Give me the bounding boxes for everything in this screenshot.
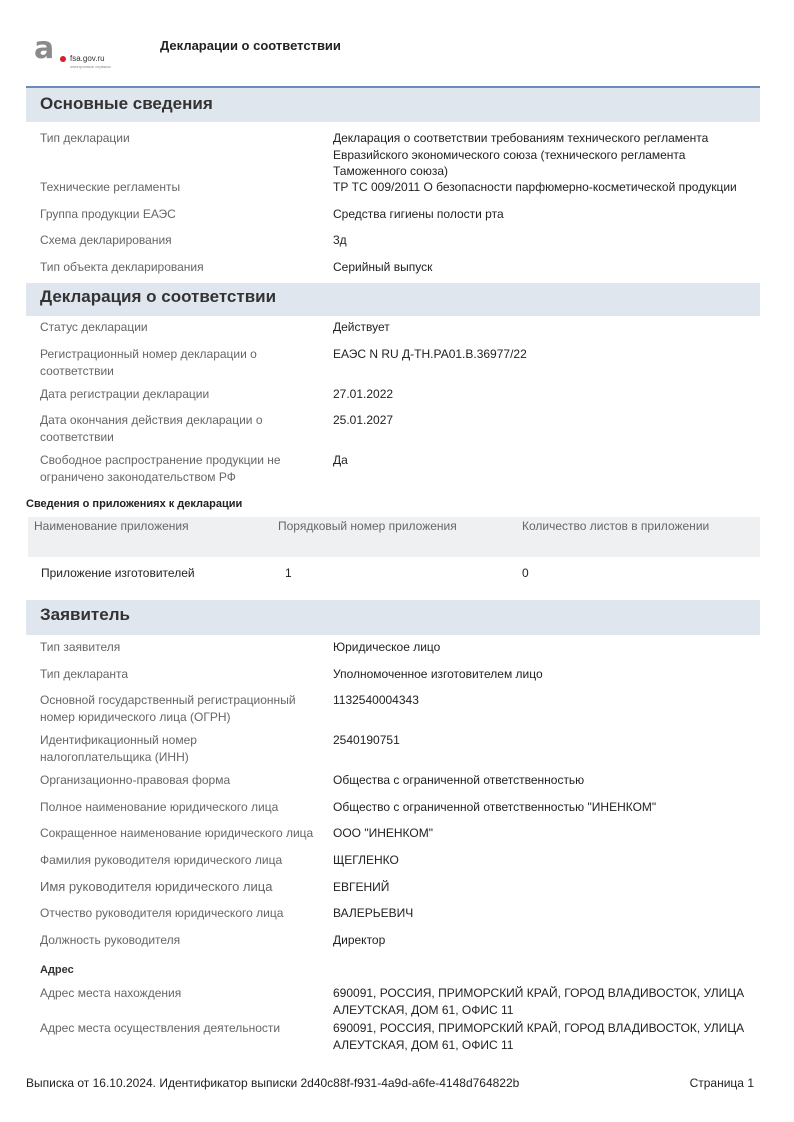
row-value: ЕАЭС N RU Д-TH.РА01.В.36977/22 (333, 347, 527, 361)
row-value: Действует (333, 320, 390, 334)
logo-dot-icon (60, 56, 66, 62)
row-label: Дата регистрации декларации (40, 387, 210, 401)
table-row (28, 566, 760, 584)
row-value: Общества с ограниченной ответственностью (333, 773, 585, 787)
page-title: Декларации о соответствии (160, 38, 341, 53)
row-value: 690091, РОССИЯ, ПРИМОРСКИЙ КРАЙ, ГОРОД ВЛАДИВОСТОК, УЛИЦА АЛЕУТСКАЯ, ДОМ 61, ОФИС 11 (333, 1021, 745, 1052)
row-label: Полное наименование юридического лица (40, 800, 279, 814)
logo-letter: а (34, 31, 55, 66)
row-value: ВАЛЕРЬЕВИЧ (333, 906, 414, 920)
column-header: Количество листов в приложении (522, 519, 710, 533)
row-value: ЩЕГЛЕНКО (333, 853, 399, 867)
row-label: Тип декларации (40, 131, 130, 145)
section-applicant-title: Заявитель (40, 605, 130, 624)
row-value: 27.01.2022 (333, 387, 394, 401)
attachments-title: Сведения о приложениях к декларации (26, 498, 243, 510)
row-value: Директор (333, 933, 386, 947)
row-label: Тип заявителя (40, 640, 121, 654)
extract-info: Выписка от 16.10.2024. Идентификатор выписки 2d40c88f-f931-4a9d-a6fe-4148d764822b (26, 1076, 520, 1090)
column-header: Порядковый номер приложения (278, 519, 457, 533)
row-label: Адрес места осуществления деятельности (40, 1021, 281, 1035)
attachment-number: 1 (285, 566, 292, 580)
row-value: Уполномоченное изготовителем лицо (333, 667, 543, 681)
row-label: Технические регламенты (40, 180, 181, 194)
row-label: Идентификационный номер налогоплательщика (ИНН) (40, 733, 197, 764)
row-label: Адрес места нахождения (40, 986, 182, 1000)
row-label: Дата окончания действия декларации о соответствии (40, 413, 263, 444)
row-value: 2540190751 (333, 733, 400, 747)
row-value: Да (333, 453, 348, 467)
row-label: Свободное распространение продукции не ограничено законодательством РФ (40, 453, 281, 484)
row-label: Группа продукции ЕАЭС (40, 207, 176, 221)
row-value: 25.01.2027 (333, 413, 394, 427)
row-label: Должность руководителя (40, 933, 181, 947)
section-basic-title: Основные сведения (40, 94, 213, 113)
row-label: Отчество руководителя юридического лица (40, 906, 284, 920)
logo-subtitle: электронные сервисы (70, 64, 111, 69)
attachment-sheets: 0 (522, 566, 529, 580)
row-label: Схема декларирования (40, 233, 172, 247)
logo-site: fsa.gov.ru (70, 54, 105, 63)
row-label: Сокращенное наименование юридического лица (40, 826, 314, 840)
attachment-name: Приложение изготовителей (41, 566, 195, 580)
page-number: Страница 1 (689, 1076, 754, 1090)
attachments-table-header (28, 517, 760, 557)
section-declaration-header (26, 283, 760, 316)
column-header: Наименование приложения (34, 519, 189, 533)
row-label: Фамилия руководителя юридического лица (40, 853, 283, 867)
row-label: Организационно-правовая форма (40, 773, 231, 787)
row-label: Основной государственный регистрационный номер юридического лица (ОГРН) (40, 693, 296, 724)
row-value: ООО "ИНЕНКОМ" (333, 826, 434, 840)
row-value: 690091, РОССИЯ, ПРИМОРСКИЙ КРАЙ, ГОРОД ВЛАДИВОСТОК, УЛИЦА АЛЕУТСКАЯ, ДОМ 61, ОФИС 11 (333, 986, 745, 1017)
row-value: ЕВГЕНИЙ (333, 880, 390, 894)
row-value: Серийный выпуск (333, 260, 433, 274)
section-basic-header (26, 86, 760, 122)
row-label: Тип декларанта (40, 667, 129, 681)
row-value: 1132540004343 (333, 693, 419, 707)
row-label: Тип объекта декларирования (40, 260, 204, 274)
page-header (0, 0, 794, 80)
row-value: Декларация о соответствии требованиям технического регламента Евразийского экономического союза (технического регламента Таможенного союза) (333, 131, 709, 178)
section-declaration-title: Декларация о соответствии (40, 287, 277, 306)
row-value: ТР ТС 009/2011 О безопасности парфюмерно-косметической продукции (333, 180, 737, 194)
row-value: 3д (333, 233, 347, 247)
row-value: Средства гигиены полости рта (333, 207, 504, 221)
row-label: Статус декларации (40, 320, 148, 334)
fsa-logo[interactable] (34, 31, 134, 74)
address-title: Адрес (40, 964, 74, 976)
section-applicant-header (26, 600, 760, 635)
row-value: Юридическое лицо (333, 640, 441, 654)
row-label: Имя руководителя юридического лица (40, 879, 273, 894)
row-label: Регистрационный номер декларации о соответствии (40, 347, 257, 378)
row-value: Общество с ограниченной ответственностью "ИНЕНКОМ" (333, 800, 657, 814)
